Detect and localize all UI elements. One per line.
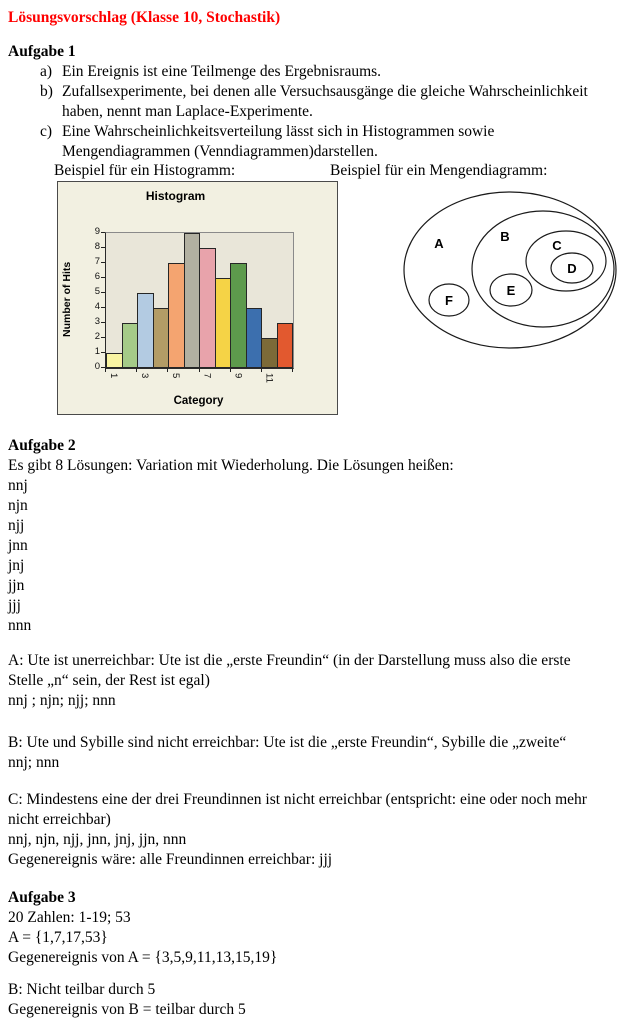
text-line: nnj; nnn xyxy=(8,754,60,771)
histogram-bar xyxy=(246,308,263,368)
x-tick-mark xyxy=(261,368,262,372)
venn-label-F: F xyxy=(445,293,453,308)
list-marker: a) xyxy=(40,63,53,80)
text-line: Zufallsexperimente, bei denen alle Versuchsausgänge die gleiche Wahrscheinlichkeit xyxy=(62,83,588,100)
text-line: jnj xyxy=(8,557,25,574)
y-tick-label: 3 xyxy=(94,316,100,327)
y-tick-label: 7 xyxy=(94,256,100,267)
aufgabe3-part-a xyxy=(8,908,624,968)
histogram-bar xyxy=(277,323,294,368)
x-tick-label: 5 xyxy=(170,373,182,379)
venn-label-C: C xyxy=(552,238,562,253)
y-tick-mark xyxy=(101,277,105,278)
y-tick-label: 9 xyxy=(94,226,100,237)
y-tick-mark xyxy=(101,262,105,263)
figures-row xyxy=(8,181,624,415)
y-tick-label: 0 xyxy=(94,361,100,372)
y-tick-label: 5 xyxy=(94,286,100,297)
text-line: A = {1,7,17,53} xyxy=(8,929,108,946)
text-line: njj xyxy=(8,517,25,534)
text-line: njn xyxy=(8,497,28,514)
histogram-bar xyxy=(137,293,154,368)
text-line: Stelle „n“ sein, der Rest ist egal) xyxy=(8,672,210,689)
histogram-bar xyxy=(261,338,278,368)
aufgabe2-part-b xyxy=(8,733,624,773)
y-tick-label: 2 xyxy=(94,331,100,342)
page-title: Lösungsvorschlag (Klasse 10, Stochastik) xyxy=(8,9,281,26)
x-tick-mark xyxy=(136,368,137,372)
histogram-bars xyxy=(106,233,293,368)
list-marker: c) xyxy=(40,123,53,140)
venn-label-D: D xyxy=(567,261,577,276)
y-tick-mark xyxy=(101,232,105,233)
aufgabe2-part-c xyxy=(8,790,624,870)
histogram-bar xyxy=(199,248,216,368)
histogram-bar xyxy=(106,353,123,368)
aufgabe3-heading: Aufgabe 3 xyxy=(8,889,76,906)
text-line: Mengendiagrammen (Venndiagrammen)darstellen. xyxy=(62,143,378,160)
aufgabe2-solutions xyxy=(8,476,624,636)
x-tick-label: 1 xyxy=(107,373,119,379)
text-line: jjn xyxy=(8,577,25,594)
list-item xyxy=(40,122,624,162)
y-tick-mark xyxy=(101,352,105,353)
text-line: Eine Wahrscheinlichkeitsverteilung lässt sich in Histogrammen sowie xyxy=(62,123,495,140)
y-tick-mark xyxy=(101,247,105,248)
venn-label-E: E xyxy=(506,283,516,298)
figure-captions xyxy=(8,162,624,180)
histogram-bar xyxy=(122,323,139,368)
y-tick-mark xyxy=(101,292,105,293)
aufgabe1-heading: Aufgabe 1 xyxy=(8,43,76,60)
histogram-chart xyxy=(57,181,338,415)
aufgabe3-part-b xyxy=(8,980,624,1020)
y-tick-mark xyxy=(101,322,105,323)
aufgabe2-heading: Aufgabe 2 xyxy=(8,437,76,454)
text-line: Ein Ereignis ist eine Teilmenge des Ergebnisraums. xyxy=(62,63,382,80)
text-line: Gegenereignis von A = {3,5,9,11,13,15,19} xyxy=(8,949,278,966)
aufgabe1-list xyxy=(40,62,624,162)
histogram-plot xyxy=(105,232,294,369)
y-tick-label: 8 xyxy=(94,241,100,252)
chart-title: Histogram xyxy=(145,189,206,203)
histogram-bar xyxy=(184,233,201,368)
chart-x-axis-label: Category xyxy=(173,395,224,407)
text-line: C: Mindestens eine der drei Freundinnen ist nicht erreichbar (entspricht: eine oder noch mehr xyxy=(8,791,587,808)
y-tick-label: 4 xyxy=(94,301,100,312)
y-tick-mark xyxy=(101,307,105,308)
venn-label-B: B xyxy=(500,229,510,244)
histogram-caption: Beispiel für ein Histogramm: xyxy=(54,162,236,179)
venn-caption: Beispiel für ein Mengendiagramm: xyxy=(330,162,548,179)
aufgabe2-intro: Es gibt 8 Lösungen: Variation mit Wiederholung. Die Lösungen heißen: xyxy=(8,457,454,474)
x-tick-label: 7 xyxy=(201,373,213,379)
x-tick-mark xyxy=(199,368,200,372)
x-tick-mark xyxy=(167,368,168,372)
list-item-text xyxy=(62,82,588,122)
chart-y-axis-label: Number of Hits xyxy=(61,261,73,338)
list-item xyxy=(40,82,624,122)
y-tick-label: 6 xyxy=(94,271,100,282)
text-line: 20 Zahlen: 1-19; 53 xyxy=(8,909,131,926)
text-line: A: Ute ist unerreichbar: Ute ist die „erste Freundin“ (in der Darstellung muss also die erste xyxy=(8,652,571,669)
histogram-bar xyxy=(153,308,170,368)
text-line: Gegenereignis wäre: alle Freundinnen erreichbar: jjj xyxy=(8,851,333,868)
x-tick-label: 9 xyxy=(232,373,244,379)
text-line: haben, nennt man Laplace-Experimente. xyxy=(62,103,313,120)
list-item-text xyxy=(62,62,381,82)
list-item xyxy=(40,62,624,82)
y-tick-label: 1 xyxy=(94,346,100,357)
venn-label-A: A xyxy=(434,236,444,251)
text-line: nnn xyxy=(8,617,32,634)
text-line: jjj xyxy=(8,597,21,614)
text-line: nnj ; njn; njj; nnn xyxy=(8,692,116,709)
histogram-bar xyxy=(215,278,232,368)
x-tick-label: 3 xyxy=(138,373,150,379)
list-marker: b) xyxy=(40,83,53,100)
x-tick-mark xyxy=(230,368,231,372)
x-tick-mark xyxy=(105,368,106,372)
text-line: B: Nicht teilbar durch 5 xyxy=(8,981,156,998)
text-line: B: Ute und Sybille sind nicht erreichbar: Ute ist die „erste Freundin“, Sybille die „zweite“ xyxy=(8,734,567,751)
y-tick-mark xyxy=(101,337,105,338)
histogram-bar xyxy=(168,263,185,368)
venn-set-A xyxy=(404,192,616,348)
histogram-bar xyxy=(230,263,247,368)
text-line: nnj xyxy=(8,477,28,494)
list-item-text xyxy=(62,122,494,162)
x-tick-mark xyxy=(292,368,293,372)
text-line: Gegenereignis von B = teilbar durch 5 xyxy=(8,1001,246,1018)
text-line: nnj, njn, njj, jnn, jnj, jjn, nnn xyxy=(8,831,187,848)
text-line: jnn xyxy=(8,537,28,554)
venn-diagram xyxy=(395,186,630,358)
x-tick-label: 11 xyxy=(263,373,275,383)
text-line: nicht erreichbar) xyxy=(8,811,111,828)
aufgabe2-part-a xyxy=(8,651,624,711)
